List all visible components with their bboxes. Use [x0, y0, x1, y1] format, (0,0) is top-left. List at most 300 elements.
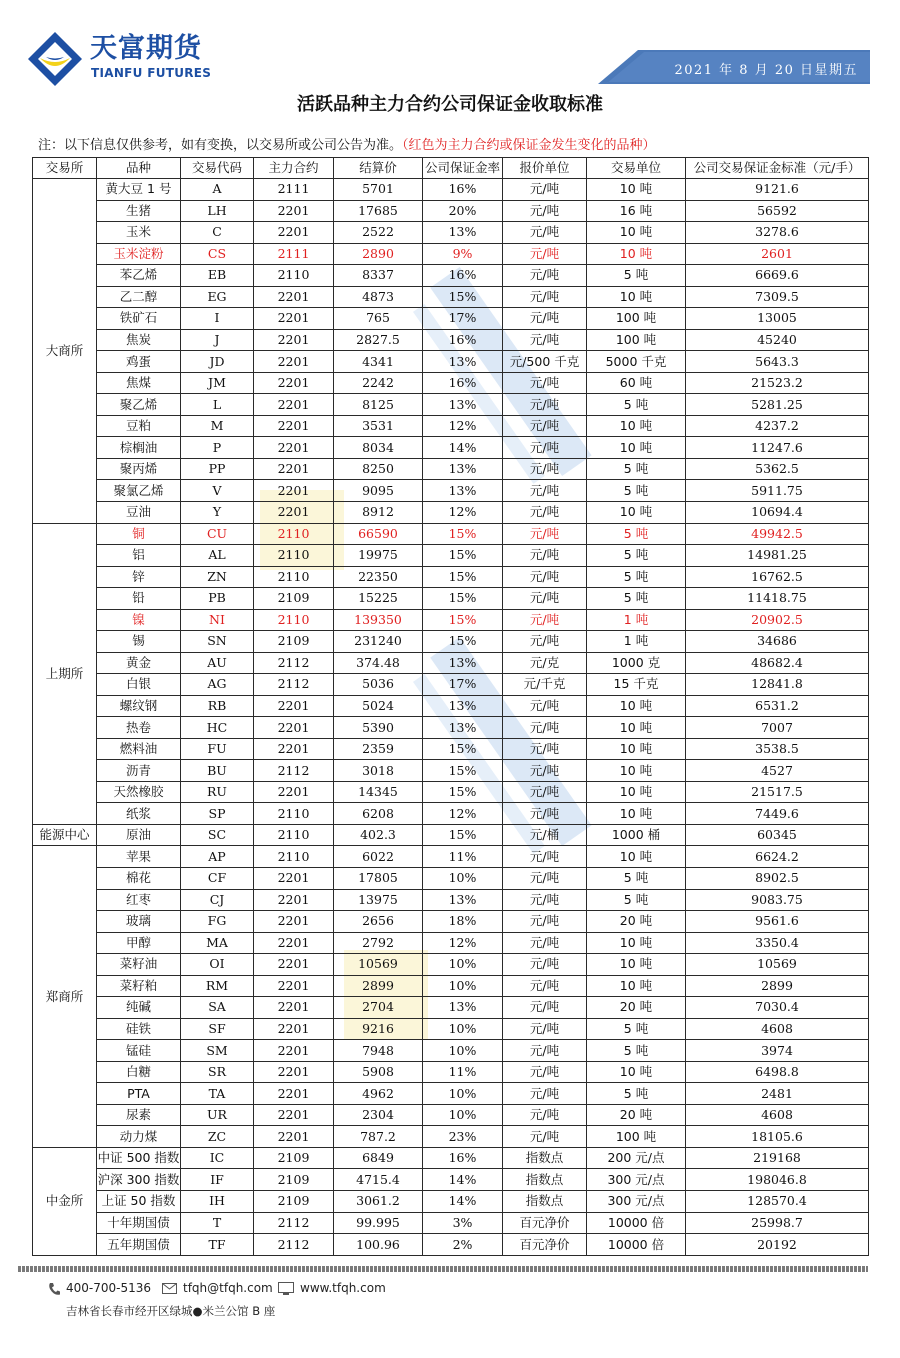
margin-rate-cell: 13%	[423, 717, 503, 739]
table-row	[33, 1126, 869, 1148]
margin-rate-cell: 14%	[423, 437, 503, 459]
table-row	[33, 1018, 869, 1040]
exchange-cell: 大商所	[33, 179, 97, 524]
trade-unit-cell: 300 元/点	[587, 1190, 686, 1212]
table-row	[33, 286, 869, 308]
margin-standard-cell: 5911.75	[686, 480, 869, 502]
margin-rate-cell: 15%	[423, 824, 503, 846]
margin-standard-cell: 34686	[686, 631, 869, 653]
settle-price-cell: 6849	[334, 1147, 423, 1169]
settle-price-cell: 2704	[334, 997, 423, 1019]
product-name-cell: 乙二醇	[97, 286, 181, 308]
margin-rate-cell: 3%	[423, 1212, 503, 1234]
main-contract-cell: 2110	[254, 803, 334, 825]
margin-standard-cell: 2481	[686, 1083, 869, 1105]
page-title: 活跃品种主力合约公司保证金收取标准	[297, 94, 603, 115]
trade-unit-cell: 10 吨	[587, 846, 686, 868]
trade-code-cell: NI	[181, 609, 254, 631]
trade-unit-cell: 10 吨	[587, 243, 686, 265]
note-text: 注：以下信息仅供参考，如有变换，以交易所或公司公告为准。	[38, 138, 403, 153]
main-contract-cell: 2201	[254, 329, 334, 351]
margin-rate-cell: 13%	[423, 695, 503, 717]
margin-rate-cell: 12%	[423, 932, 503, 954]
trade-unit-cell: 5 吨	[587, 1018, 686, 1040]
margin-rate-cell: 16%	[423, 329, 503, 351]
main-contract-cell: 2201	[254, 738, 334, 760]
margin-rate-cell: 12%	[423, 803, 503, 825]
settle-price-cell: 66590	[334, 523, 423, 545]
trade-unit-cell: 10 吨	[587, 738, 686, 760]
settle-price-cell: 2304	[334, 1104, 423, 1126]
settle-price-cell: 9216	[334, 1018, 423, 1040]
settle-price-cell: 5701	[334, 179, 423, 201]
trade-unit-cell: 10 吨	[587, 415, 686, 437]
quote-unit-cell: 指数点	[503, 1147, 587, 1169]
trade-code-cell: TA	[181, 1083, 254, 1105]
table-header-row	[33, 158, 869, 179]
main-contract-cell: 2201	[254, 308, 334, 330]
margin-standard-cell: 3974	[686, 1040, 869, 1062]
main-contract-cell: 2201	[254, 932, 334, 954]
main-contract-cell: 2201	[254, 1018, 334, 1040]
table-row	[33, 1083, 869, 1105]
table-row	[33, 738, 869, 760]
trade-code-cell: ZC	[181, 1126, 254, 1148]
table-row	[33, 954, 869, 976]
margin-rate-cell: 2%	[423, 1234, 503, 1256]
product-name-cell: 镍	[97, 609, 181, 631]
trade-unit-cell: 10 吨	[587, 975, 686, 997]
margin-rate-cell: 18%	[423, 911, 503, 933]
trade-code-cell: CF	[181, 868, 254, 890]
margin-standard-cell: 56592	[686, 200, 869, 222]
table-row	[33, 1190, 869, 1212]
trade-code-cell: SN	[181, 631, 254, 653]
quote-unit-cell: 元/吨	[503, 717, 587, 739]
header-settle-price: 结算价	[334, 158, 423, 179]
settle-price-cell: 17805	[334, 868, 423, 890]
main-contract-cell: 2201	[254, 222, 334, 244]
trade-code-cell: I	[181, 308, 254, 330]
margin-rate-cell: 15%	[423, 588, 503, 610]
disclaimer-note	[38, 136, 656, 156]
table-row	[33, 480, 869, 502]
quote-unit-cell: 元/吨	[503, 889, 587, 911]
margin-standard-cell: 9083.75	[686, 889, 869, 911]
margin-rate-cell: 10%	[423, 975, 503, 997]
trade-unit-cell: 16 吨	[587, 200, 686, 222]
margin-standard-cell: 2899	[686, 975, 869, 997]
margin-rate-cell: 16%	[423, 179, 503, 201]
main-contract-cell: 2201	[254, 1126, 334, 1148]
margin-rate-cell: 17%	[423, 308, 503, 330]
quote-unit-cell: 元/吨	[503, 179, 587, 201]
trade-unit-cell: 10 吨	[587, 781, 686, 803]
settle-price-cell: 2522	[334, 222, 423, 244]
trade-code-cell: CS	[181, 243, 254, 265]
trade-unit-cell: 10 吨	[587, 954, 686, 976]
quote-unit-cell: 元/吨	[503, 932, 587, 954]
table-row	[33, 781, 869, 803]
trade-code-cell: FG	[181, 911, 254, 933]
margin-standard-cell: 14981.25	[686, 545, 869, 567]
table-row	[33, 1169, 869, 1191]
quote-unit-cell: 元/吨	[503, 1083, 587, 1105]
main-contract-cell: 2201	[254, 1083, 334, 1105]
trade-unit-cell: 10 吨	[587, 1061, 686, 1083]
main-contract-cell: 2109	[254, 631, 334, 653]
table-row	[33, 674, 869, 696]
trade-code-cell: CU	[181, 523, 254, 545]
settle-price-cell: 4715.4	[334, 1169, 423, 1191]
trade-unit-cell: 1 吨	[587, 631, 686, 653]
margin-standard-cell: 11418.75	[686, 588, 869, 610]
table-row	[33, 458, 869, 480]
trade-unit-cell: 100 吨	[587, 308, 686, 330]
trade-code-cell: M	[181, 415, 254, 437]
table-row	[33, 760, 869, 782]
quote-unit-cell: 元/吨	[503, 1061, 587, 1083]
quote-unit-cell: 元/吨	[503, 609, 587, 631]
margin-standard-cell: 45240	[686, 329, 869, 351]
settle-price-cell: 2827.5	[334, 329, 423, 351]
product-name-cell: 铅	[97, 588, 181, 610]
margin-rate-cell: 10%	[423, 1018, 503, 1040]
trade-unit-cell: 5 吨	[587, 588, 686, 610]
quote-unit-cell: 元/吨	[503, 631, 587, 653]
trade-code-cell: ZN	[181, 566, 254, 588]
margin-rate-cell: 15%	[423, 545, 503, 567]
main-contract-cell: 2201	[254, 781, 334, 803]
margin-rate-cell: 15%	[423, 286, 503, 308]
settle-price-cell: 4962	[334, 1083, 423, 1105]
margin-standard-cell: 5643.3	[686, 351, 869, 373]
margin-rate-cell: 13%	[423, 394, 503, 416]
settle-price-cell: 402.3	[334, 824, 423, 846]
margin-standard-cell: 21523.2	[686, 372, 869, 394]
margin-standard-cell: 21517.5	[686, 781, 869, 803]
header-trade-unit: 交易单位	[587, 158, 686, 179]
table-row	[33, 717, 869, 739]
margin-standard-cell: 12841.8	[686, 674, 869, 696]
product-name-cell: 棕榈油	[97, 437, 181, 459]
trade-code-cell: AL	[181, 545, 254, 567]
main-contract-cell: 2110	[254, 545, 334, 567]
margin-rate-cell: 10%	[423, 954, 503, 976]
margin-table	[32, 157, 869, 1256]
monitor-icon	[278, 1282, 294, 1296]
trade-code-cell: SM	[181, 1040, 254, 1062]
trade-code-cell: FU	[181, 738, 254, 760]
main-contract-cell: 2201	[254, 458, 334, 480]
table-row	[33, 1040, 869, 1062]
quote-unit-cell: 元/吨	[503, 545, 587, 567]
settle-price-cell: 8912	[334, 501, 423, 523]
note-red-legend: （红色为主力合约或保证金发生变化的品种）	[402, 138, 656, 153]
table-row	[33, 975, 869, 997]
quote-unit-cell: 元/克	[503, 652, 587, 674]
trade-unit-cell: 5 吨	[587, 265, 686, 287]
product-name-cell: 铜	[97, 523, 181, 545]
trade-unit-cell: 1000 克	[587, 652, 686, 674]
main-contract-cell: 2110	[254, 846, 334, 868]
margin-rate-cell: 13%	[423, 997, 503, 1019]
settle-price-cell: 2792	[334, 932, 423, 954]
margin-standard-cell: 18105.6	[686, 1126, 869, 1148]
product-name-cell: 锡	[97, 631, 181, 653]
margin-standard-cell: 4608	[686, 1104, 869, 1126]
product-name-cell: 豆粕	[97, 415, 181, 437]
company-logo	[26, 30, 226, 90]
product-name-cell: 铁矿石	[97, 308, 181, 330]
margin-standard-cell: 16762.5	[686, 566, 869, 588]
quote-unit-cell: 元/吨	[503, 566, 587, 588]
trade-unit-cell: 10 吨	[587, 286, 686, 308]
margin-rate-cell: 11%	[423, 846, 503, 868]
quote-unit-cell: 元/吨	[503, 695, 587, 717]
margin-standard-cell: 2601	[686, 243, 869, 265]
table-row	[33, 631, 869, 653]
table-row	[33, 179, 869, 201]
quote-unit-cell: 元/吨	[503, 222, 587, 244]
logo-mark-icon	[26, 30, 84, 88]
product-name-cell: 玉米淀粉	[97, 243, 181, 265]
settle-price-cell: 99.995	[334, 1212, 423, 1234]
settle-price-cell: 22350	[334, 566, 423, 588]
settle-price-cell: 10569	[334, 954, 423, 976]
margin-rate-cell: 13%	[423, 889, 503, 911]
main-contract-cell: 2201	[254, 954, 334, 976]
main-contract-cell: 2109	[254, 1169, 334, 1191]
settle-price-cell: 5908	[334, 1061, 423, 1083]
settle-price-cell: 8125	[334, 394, 423, 416]
quote-unit-cell: 元/吨	[503, 308, 587, 330]
main-contract-cell: 2109	[254, 588, 334, 610]
main-contract-cell: 2201	[254, 286, 334, 308]
table-row	[33, 1061, 869, 1083]
margin-rate-cell: 11%	[423, 1061, 503, 1083]
main-contract-cell: 2201	[254, 695, 334, 717]
trade-code-cell: L	[181, 394, 254, 416]
quote-unit-cell: 元/吨	[503, 243, 587, 265]
margin-standard-cell: 60345	[686, 824, 869, 846]
product-name-cell: 生猪	[97, 200, 181, 222]
trade-unit-cell: 5 吨	[587, 566, 686, 588]
product-name-cell: 红枣	[97, 889, 181, 911]
table-body	[33, 179, 869, 1256]
table-row	[33, 803, 869, 825]
margin-rate-cell: 14%	[423, 1190, 503, 1212]
trade-code-cell: IF	[181, 1169, 254, 1191]
settle-price-cell: 139350	[334, 609, 423, 631]
product-name-cell: 白糖	[97, 1061, 181, 1083]
product-name-cell: 棉花	[97, 868, 181, 890]
table-row	[33, 566, 869, 588]
settle-price-cell: 9095	[334, 480, 423, 502]
quote-unit-cell: 元/吨	[503, 265, 587, 287]
product-name-cell: 中证 500 指数	[97, 1147, 181, 1169]
margin-standard-cell: 7449.6	[686, 803, 869, 825]
main-contract-cell: 2112	[254, 1234, 334, 1256]
main-contract-cell: 2201	[254, 372, 334, 394]
header-quote-unit: 报价单位	[503, 158, 587, 179]
product-name-cell: 鸡蛋	[97, 351, 181, 373]
product-name-cell: 沪深 300 指数	[97, 1169, 181, 1191]
trade-unit-cell: 10 吨	[587, 695, 686, 717]
product-name-cell: 焦煤	[97, 372, 181, 394]
settle-price-cell: 17685	[334, 200, 423, 222]
product-name-cell: 原油	[97, 824, 181, 846]
margin-rate-cell: 20%	[423, 200, 503, 222]
company-address: 吉林省长春市经开区绿城●米兰公馆 B 座	[66, 1304, 276, 1318]
trade-code-cell: EG	[181, 286, 254, 308]
quote-unit-cell: 元/吨	[503, 329, 587, 351]
quote-unit-cell: 元/吨	[503, 437, 587, 459]
margin-standard-cell: 9121.6	[686, 179, 869, 201]
table-row	[33, 545, 869, 567]
margin-standard-cell: 7030.4	[686, 997, 869, 1019]
trade-unit-cell: 5 吨	[587, 394, 686, 416]
margin-rate-cell: 13%	[423, 222, 503, 244]
main-contract-cell: 2201	[254, 717, 334, 739]
settle-price-cell: 6022	[334, 846, 423, 868]
report-date: 2021 年 8 月 20 日星期五	[674, 63, 858, 78]
quote-unit-cell: 元/吨	[503, 501, 587, 523]
product-name-cell: 豆油	[97, 501, 181, 523]
trade-unit-cell: 20 吨	[587, 997, 686, 1019]
quote-unit-cell: 指数点	[503, 1190, 587, 1212]
margin-rate-cell: 10%	[423, 868, 503, 890]
margin-rate-cell: 15%	[423, 523, 503, 545]
trade-unit-cell: 10 吨	[587, 179, 686, 201]
trade-code-cell: MA	[181, 932, 254, 954]
margin-standard-cell: 3350.4	[686, 932, 869, 954]
trade-unit-cell: 100 吨	[587, 1126, 686, 1148]
table-row	[33, 932, 869, 954]
trade-code-cell: SC	[181, 824, 254, 846]
trade-code-cell: PP	[181, 458, 254, 480]
main-contract-cell: 2201	[254, 351, 334, 373]
quote-unit-cell: 元/吨	[503, 480, 587, 502]
margin-rate-cell: 23%	[423, 1126, 503, 1148]
settle-price-cell: 3531	[334, 415, 423, 437]
product-name-cell: 天然橡胶	[97, 781, 181, 803]
table-row	[33, 308, 869, 330]
margin-standard-cell: 4527	[686, 760, 869, 782]
main-contract-cell: 2112	[254, 652, 334, 674]
trade-code-cell: UR	[181, 1104, 254, 1126]
settle-price-cell: 5024	[334, 695, 423, 717]
trade-unit-cell: 5 吨	[587, 868, 686, 890]
margin-standard-cell: 3278.6	[686, 222, 869, 244]
main-contract-cell: 2201	[254, 480, 334, 502]
trade-unit-cell: 5 吨	[587, 458, 686, 480]
main-contract-cell: 2201	[254, 975, 334, 997]
margin-rate-cell: 12%	[423, 415, 503, 437]
settle-price-cell: 2359	[334, 738, 423, 760]
header-margin-rate: 公司保证金率	[423, 158, 503, 179]
trade-code-cell: CJ	[181, 889, 254, 911]
trade-unit-cell: 10 吨	[587, 437, 686, 459]
quote-unit-cell: 元/500 千克	[503, 351, 587, 373]
product-name-cell: 动力煤	[97, 1126, 181, 1148]
trade-code-cell: LH	[181, 200, 254, 222]
trade-code-cell: RU	[181, 781, 254, 803]
trade-code-cell: T	[181, 1212, 254, 1234]
quote-unit-cell: 指数点	[503, 1169, 587, 1191]
trade-code-cell: AP	[181, 846, 254, 868]
trade-code-cell: AG	[181, 674, 254, 696]
margin-standard-cell: 10569	[686, 954, 869, 976]
margin-standard-cell: 219168	[686, 1147, 869, 1169]
table-row	[33, 222, 869, 244]
trade-code-cell: HC	[181, 717, 254, 739]
product-name-cell: 纸浆	[97, 803, 181, 825]
trade-code-cell: RM	[181, 975, 254, 997]
margin-rate-cell: 13%	[423, 480, 503, 502]
product-name-cell: 螺纹钢	[97, 695, 181, 717]
trade-unit-cell: 10 吨	[587, 760, 686, 782]
product-name-cell: 燃料油	[97, 738, 181, 760]
trade-code-cell: V	[181, 480, 254, 502]
table-row	[33, 1104, 869, 1126]
exchange-cell: 郑商所	[33, 846, 97, 1147]
margin-standard-cell: 7007	[686, 717, 869, 739]
product-name-cell: 热卷	[97, 717, 181, 739]
margin-rate-cell: 13%	[423, 351, 503, 373]
margin-rate-cell: 15%	[423, 760, 503, 782]
margin-standard-cell: 6498.8	[686, 1061, 869, 1083]
settle-price-cell: 15225	[334, 588, 423, 610]
settle-price-cell: 374.48	[334, 652, 423, 674]
table-row	[33, 329, 869, 351]
quote-unit-cell: 元/吨	[503, 846, 587, 868]
trade-unit-cell: 300 元/点	[587, 1169, 686, 1191]
trade-unit-cell: 1000 桶	[587, 824, 686, 846]
main-contract-cell: 2112	[254, 674, 334, 696]
trade-code-cell: IC	[181, 1147, 254, 1169]
trade-code-cell: RB	[181, 695, 254, 717]
margin-standard-cell: 10694.4	[686, 501, 869, 523]
product-name-cell: 沥青	[97, 760, 181, 782]
margin-standard-cell: 198046.8	[686, 1169, 869, 1191]
header-product: 品种	[97, 158, 181, 179]
trade-unit-cell: 20 吨	[587, 1104, 686, 1126]
margin-rate-cell: 15%	[423, 738, 503, 760]
settle-price-cell: 8250	[334, 458, 423, 480]
main-contract-cell: 2109	[254, 1147, 334, 1169]
table-row	[33, 997, 869, 1019]
exchange-cell: 能源中心	[33, 824, 97, 846]
trade-code-cell: JM	[181, 372, 254, 394]
table-row	[33, 588, 869, 610]
margin-standard-cell: 49942.5	[686, 523, 869, 545]
margin-standard-cell: 7309.5	[686, 286, 869, 308]
quote-unit-cell: 元/吨	[503, 975, 587, 997]
email-address: tfqh@tfqh.com	[183, 1281, 273, 1295]
phone-icon	[48, 1282, 60, 1296]
main-contract-cell: 2201	[254, 437, 334, 459]
margin-rate-cell: 9%	[423, 243, 503, 265]
trade-unit-cell: 100 吨	[587, 329, 686, 351]
settle-price-cell: 2899	[334, 975, 423, 997]
main-contract-cell: 2109	[254, 1190, 334, 1212]
settle-price-cell: 765	[334, 308, 423, 330]
margin-standard-cell: 6531.2	[686, 695, 869, 717]
product-name-cell: 菜籽油	[97, 954, 181, 976]
quote-unit-cell: 元/吨	[503, 286, 587, 308]
settle-price-cell: 2890	[334, 243, 423, 265]
